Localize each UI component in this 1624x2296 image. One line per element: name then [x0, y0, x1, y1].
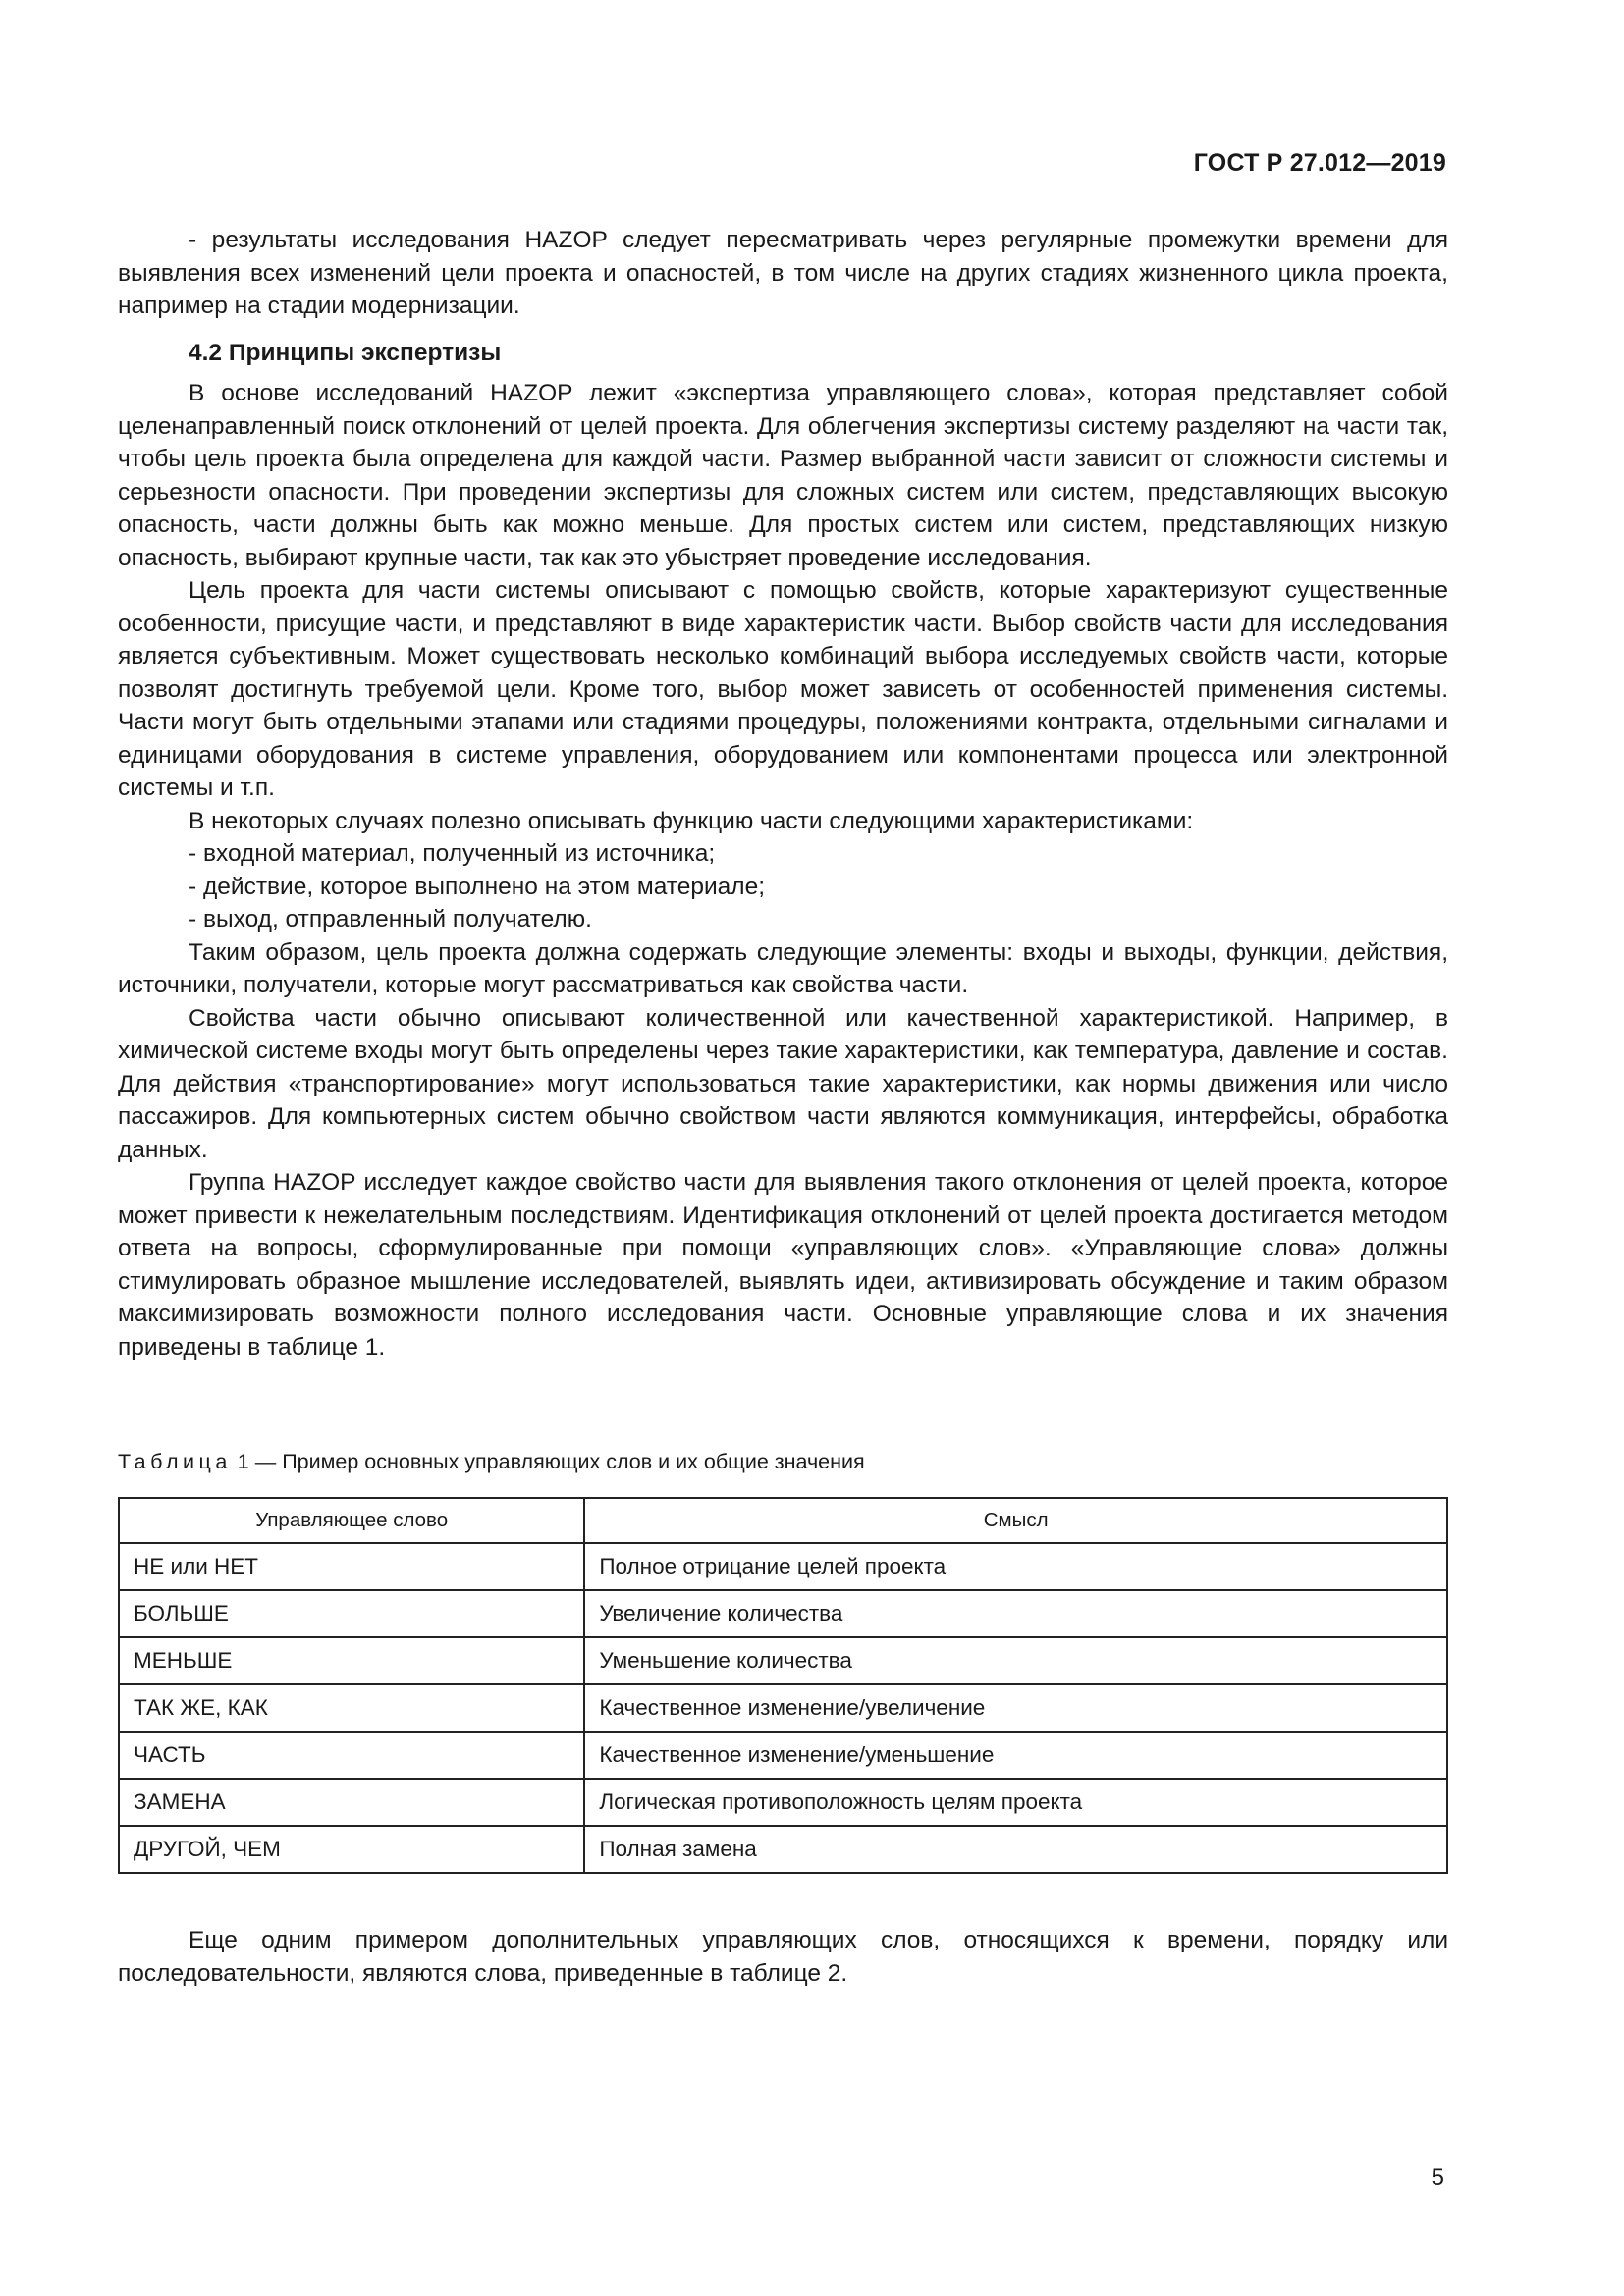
- guide-word-cell: НЕ или НЕТ: [119, 1543, 584, 1590]
- closing-paragraph: Еще одним примером дополнительных управляющих слов, относящихся к времени, порядку или последовательности, являются слова, приведенные в таблице 2.: [118, 1927, 1448, 1987]
- meaning-cell: Качественное изменение/увеличение: [584, 1684, 1447, 1732]
- table-caption: [118, 1450, 865, 1474]
- table-row: [119, 1543, 1447, 1590]
- paragraph: Цель проекта для части системы описывают с помощью свойств, которые характеризуют существенные особенности, присущие части, и представляют в виде характеристик части. Выбор свойств части для исследования является субъективным. Может существовать несколько комбинаций выбора исследуемых свойств части, которые позволят достигнуть требуемой цели. Кроме того, выбор может зависеть от особенностей применения системы. Части могут быть отдельными этапами или стадиями процедуры, положениями контракта, отдельными сигналами и единицами оборудования в системе управления, оборудованием или компонентами процесса или электронной системы и т.п.: [118, 577, 1448, 801]
- meaning-cell: Логическая противоположность целям проекта: [584, 1779, 1447, 1826]
- list-item: - входной материал, полученный из источника;: [189, 840, 716, 867]
- guide-words-table: [118, 1497, 1448, 1874]
- dash-paragraph: - результаты исследования HAZOP следует пересматривать через регулярные промежутки времени для выявления всех изменений цели проекта и опасностей, в том числе на других стадиях жизненного цикла проекта, например на стадии модернизации.: [118, 227, 1448, 319]
- table-header-row: [119, 1498, 1447, 1543]
- table-caption-label: Таблица: [118, 1450, 232, 1473]
- paragraph: Таким образом, цель проекта должна содержать следующие элементы: входы и выходы, функции, действия, источники, получатели, которые могут рассматриваться как свойства части.: [118, 938, 1448, 998]
- standard-code-header: ГОСТ Р 27.012—2019: [1193, 149, 1446, 177]
- table-row: [119, 1826, 1447, 1873]
- table-row: [119, 1637, 1447, 1684]
- paragraph: В основе исследований HAZOP лежит «экспертиза управляющего слова», которая представляет собой целенаправленный поиск отклонений от целей проекта. Для облегчения экспертизы систему разделяют на части так, чтобы цель проекта была определена для каждой части. Размер выбранной части зависит от сложности системы и серьезности опасности. При проведении экспертизы для сложных систем или систем, представляющих высокую опасность, части должны быть как можно меньше. Для простых систем или систем, представляющих низкую опасность, выбирают крупные части, так как это убыстряет проведение исследования.: [118, 380, 1448, 571]
- paragraph: Группа HAZOP исследует каждое свойство части для выявления такого отклонения от целей проекта, которое может привести к нежелательным последствиям. Идентификация отклонений от целей проекта достигается методом ответа на вопросы, сформулированные при помощи «управляющих слов». «Управляющие слова» должны стимулировать образное мышление исследователей, выявлять идеи, активизировать обсуждение и таким образом максимизировать возможности полного исследования части. Основные управляющие слова и их значения приведены в таблице 1.: [118, 1169, 1448, 1361]
- table-row: [119, 1732, 1447, 1779]
- paragraph: В некоторых случаях полезно описывать функцию части следующими характеристиками:: [189, 807, 1194, 834]
- closing-text-block: [118, 1924, 1448, 1990]
- paragraph: Свойства части обычно описывают количественной или качественной характеристикой. Например, в химической системе входы могут быть определены через такие характеристики, как температура, давление и состав. Для действия «транспортирование» могут использоваться такие характеристики, как нормы движения или число пассажиров. Для компьютерных систем обычно свойством части являются коммуникация, интерфейсы, обработка данных.: [118, 1004, 1448, 1163]
- guide-word-cell: ЗАМЕНА: [119, 1779, 584, 1826]
- page-number: 5: [1431, 2164, 1444, 2191]
- table-caption-text: 1 — Пример основных управляющих слов и их общие значения: [231, 1450, 865, 1473]
- table-header-guide-word: Управляющее слово: [119, 1498, 584, 1543]
- guide-word-cell: ДРУГОЙ, ЧЕМ: [119, 1826, 584, 1873]
- guide-word-cell: ЧАСТЬ: [119, 1732, 584, 1779]
- guide-word-cell: БОЛЬШЕ: [119, 1590, 584, 1637]
- meaning-cell: Полное отрицание целей проекта: [584, 1543, 1447, 1590]
- table-row: [119, 1590, 1447, 1637]
- guide-word-cell: МЕНЬШЕ: [119, 1637, 584, 1684]
- meaning-cell: Качественное изменение/уменьшение: [584, 1732, 1447, 1779]
- list-item: - действие, которое выполнено на этом материале;: [189, 873, 766, 900]
- section-heading: 4.2 Принципы экспертизы: [189, 339, 502, 366]
- main-text-block: [118, 224, 1448, 1363]
- meaning-cell: Полная замена: [584, 1826, 1447, 1873]
- table-header-meaning: Смысл: [584, 1498, 1447, 1543]
- meaning-cell: Уменьшение количества: [584, 1637, 1447, 1684]
- table-row: [119, 1684, 1447, 1732]
- table-row: [119, 1779, 1447, 1826]
- guide-word-cell: ТАК ЖЕ, КАК: [119, 1684, 584, 1732]
- list-item: - выход, отправленный получателю.: [189, 906, 592, 933]
- meaning-cell: Увеличение количества: [584, 1590, 1447, 1637]
